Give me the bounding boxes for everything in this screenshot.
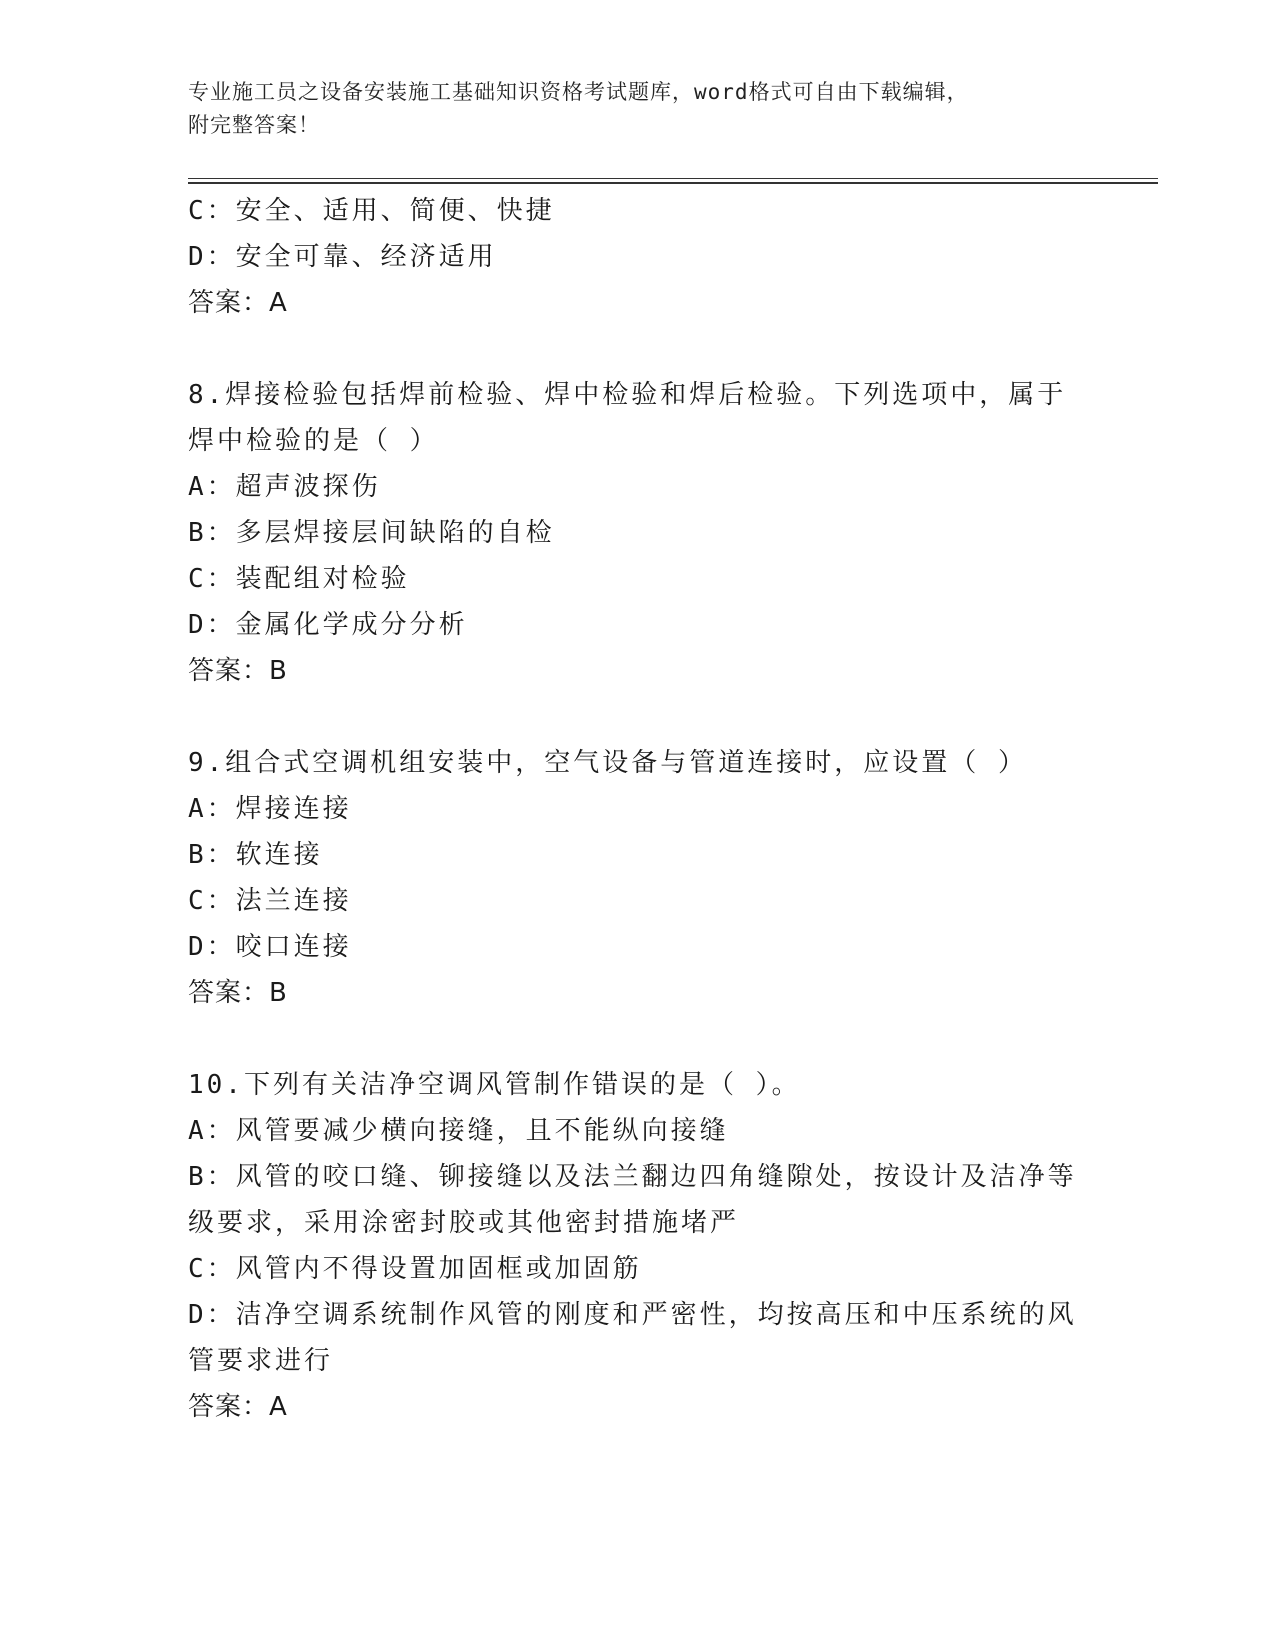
q7-option-d: D：安全可靠、经济适用 xyxy=(188,242,497,272)
question-9 xyxy=(188,740,1088,1016)
spacer xyxy=(188,694,1088,740)
document-header xyxy=(188,76,1068,142)
q7-answer: 答案：A xyxy=(188,288,288,318)
q10-option-b-line-2: 级要求，采用涂密封胶或其他密封措施堵严 xyxy=(188,1208,740,1238)
q7-option-c: C：安全、适用、简便、快捷 xyxy=(188,196,555,226)
q10-option-b-line-1: B：风管的咬口缝、铆接缝以及法兰翻边四角缝隙处，按设计及洁净等 xyxy=(188,1162,1077,1192)
q10-option-c: C：风管内不得设置加固框或加固筋 xyxy=(188,1254,642,1284)
q9-option-b: B：软连接 xyxy=(188,840,323,870)
q9-option-d: D：咬口连接 xyxy=(188,932,352,962)
question-10 xyxy=(188,1062,1088,1430)
q10-option-a: A：风管要减少横向接缝，且不能纵向接缝 xyxy=(188,1116,729,1146)
header-title-line-2: 附完整答案！ xyxy=(188,113,320,137)
question-8 xyxy=(188,372,1088,694)
q10-stem-line-1: 10.下列有关洁净空调风管制作错误的是（ ）。 xyxy=(188,1070,801,1100)
q8-stem-line-1: 8.焊接检验包括焊前检验、焊中检验和焊后检验。下列选项中，属于 xyxy=(188,380,1067,410)
q10-answer: 答案：A xyxy=(188,1392,288,1422)
q8-option-d: D：金属化学成分分析 xyxy=(188,610,468,640)
q8-option-a: A：超声波探伤 xyxy=(188,472,381,502)
q10-option-d-line-1: D：洁净空调系统制作风管的刚度和严密性，均按高压和中压系统的风 xyxy=(188,1300,1077,1330)
header-title-line-1: 专业施工员之设备安装施工基础知识资格考试题库，word格式可自由下载编辑， xyxy=(188,80,969,104)
q8-stem-line-2: 焊中检验的是（ ） xyxy=(188,426,439,456)
document-body xyxy=(188,188,1088,1430)
q9-answer: 答案：B xyxy=(188,978,288,1008)
q9-stem-line-1: 9.组合式空调机组安装中，空气设备与管道连接时，应设置（ ） xyxy=(188,748,1027,778)
q10-option-d-line-2: 管要求进行 xyxy=(188,1346,334,1376)
q9-option-a: A：焊接连接 xyxy=(188,794,352,824)
header-divider-thin xyxy=(188,178,1158,179)
question-7 xyxy=(188,188,1088,326)
q8-answer: 答案：B xyxy=(188,656,288,686)
spacer xyxy=(188,326,1088,372)
header-divider-thick xyxy=(188,182,1158,184)
q8-option-c: C：装配组对检验 xyxy=(188,564,410,594)
q8-option-b: B：多层焊接层间缺陷的自检 xyxy=(188,518,555,548)
q9-option-c: C：法兰连接 xyxy=(188,886,352,916)
spacer xyxy=(188,1016,1088,1062)
